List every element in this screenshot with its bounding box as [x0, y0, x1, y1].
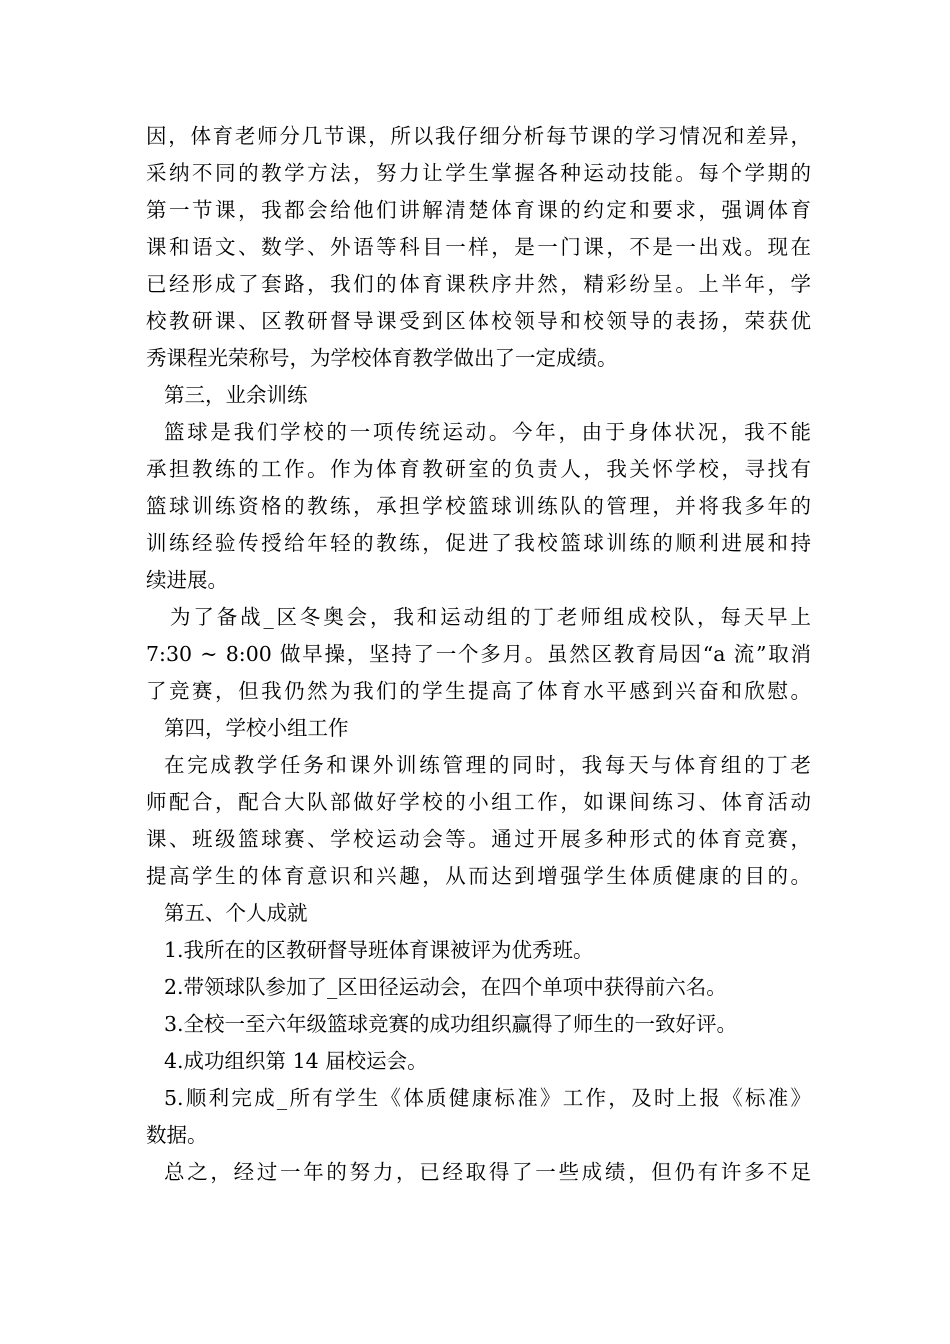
list-item: 4.成功组织第 14 届校运会。 — [164, 1049, 428, 1073]
text-line: 为了备战_区冬奥会，我和运动组的丁老师组成校队，每天早上 — [170, 605, 811, 629]
text-line: 承担教练的工作。作为体育教研室的负责人，我关怀学校，寻找有 — [146, 457, 811, 481]
text-line: 篮球训练资格的教练，承担学校篮球训练队的管理，并将我多年的 — [146, 494, 811, 518]
list-item: 1.我所在的区教研督导班体育课被评为优秀班。 — [164, 938, 594, 962]
list-item: 5.顺利完成_所有学生《体质健康标准》工作，及时上报《标准》 — [164, 1086, 811, 1110]
text-line: 总之，经过一年的努力，已经取得了一些成绩，但仍有许多不足 — [164, 1160, 811, 1184]
list-item: 3.全校一至六年级篮球竞赛的成功组织赢得了师生的一致好评。 — [164, 1012, 738, 1036]
text-line: 训练经验传授给年轻的教练，促进了我校篮球训练的顺利进展和持 — [146, 531, 811, 555]
text-line: 第一节课，我都会给他们讲解清楚体育课的约定和要求，强调体育 — [146, 198, 811, 222]
text-line: 课、班级篮球赛、学校运动会等。通过开展多种形式的体育竞赛， — [146, 827, 811, 851]
text-line: 在完成教学任务和课外训练管理的同时，我每天与体育组的丁老 — [164, 753, 811, 777]
text-line: 课和语文、数学、外语等科目一样，是一门课，不是一出戏。现在 — [146, 235, 811, 259]
section-heading: 第四，学校小组工作 — [164, 716, 349, 740]
section-heading: 第三，业余训练 — [164, 383, 308, 407]
text-line: 师配合，配合大队部做好学校的小组工作，如课间练习、体育活动 — [146, 790, 811, 814]
text-line: 因，体育老师分几节课，所以我仔细分析每节课的学习情况和差异， — [146, 124, 811, 148]
text-line: 了竞赛，但我仍然为我们的学生提高了体育水平感到兴奋和欣慰。 — [146, 679, 811, 703]
list-item: 2.带领球队参加了_区田径运动会，在四个单项中获得前六名。 — [164, 975, 727, 999]
text-line: 校教研课、区教研督导课受到区体校领导和校领导的表扬，荣获优 — [146, 309, 811, 333]
section-heading: 第五、个人成就 — [164, 901, 308, 925]
text-line: 7:30 ~ 8:00 做早操，坚持了一个多月。虽然区教育局因“a 流”取消 — [146, 642, 811, 666]
text-line: 续进展。 — [146, 568, 228, 592]
text-line: 提高学生的体育意识和兴趣，从而达到增强学生体质健康的目的。 — [146, 864, 811, 888]
text-line: 秀课程光荣称号，为学校体育教学做出了一定成绩。 — [146, 346, 618, 370]
text-line: 篮球是我们学校的一项传统运动。今年，由于身体状况，我不能 — [164, 420, 811, 444]
text-line: 已经形成了套路，我们的体育课秩序井然，精彩纷呈。上半年，学 — [146, 272, 811, 296]
text-line: 数据。 — [146, 1123, 208, 1147]
text-line: 采纳不同的教学方法，努力让学生掌握各种运动技能。每个学期的 — [146, 161, 811, 185]
